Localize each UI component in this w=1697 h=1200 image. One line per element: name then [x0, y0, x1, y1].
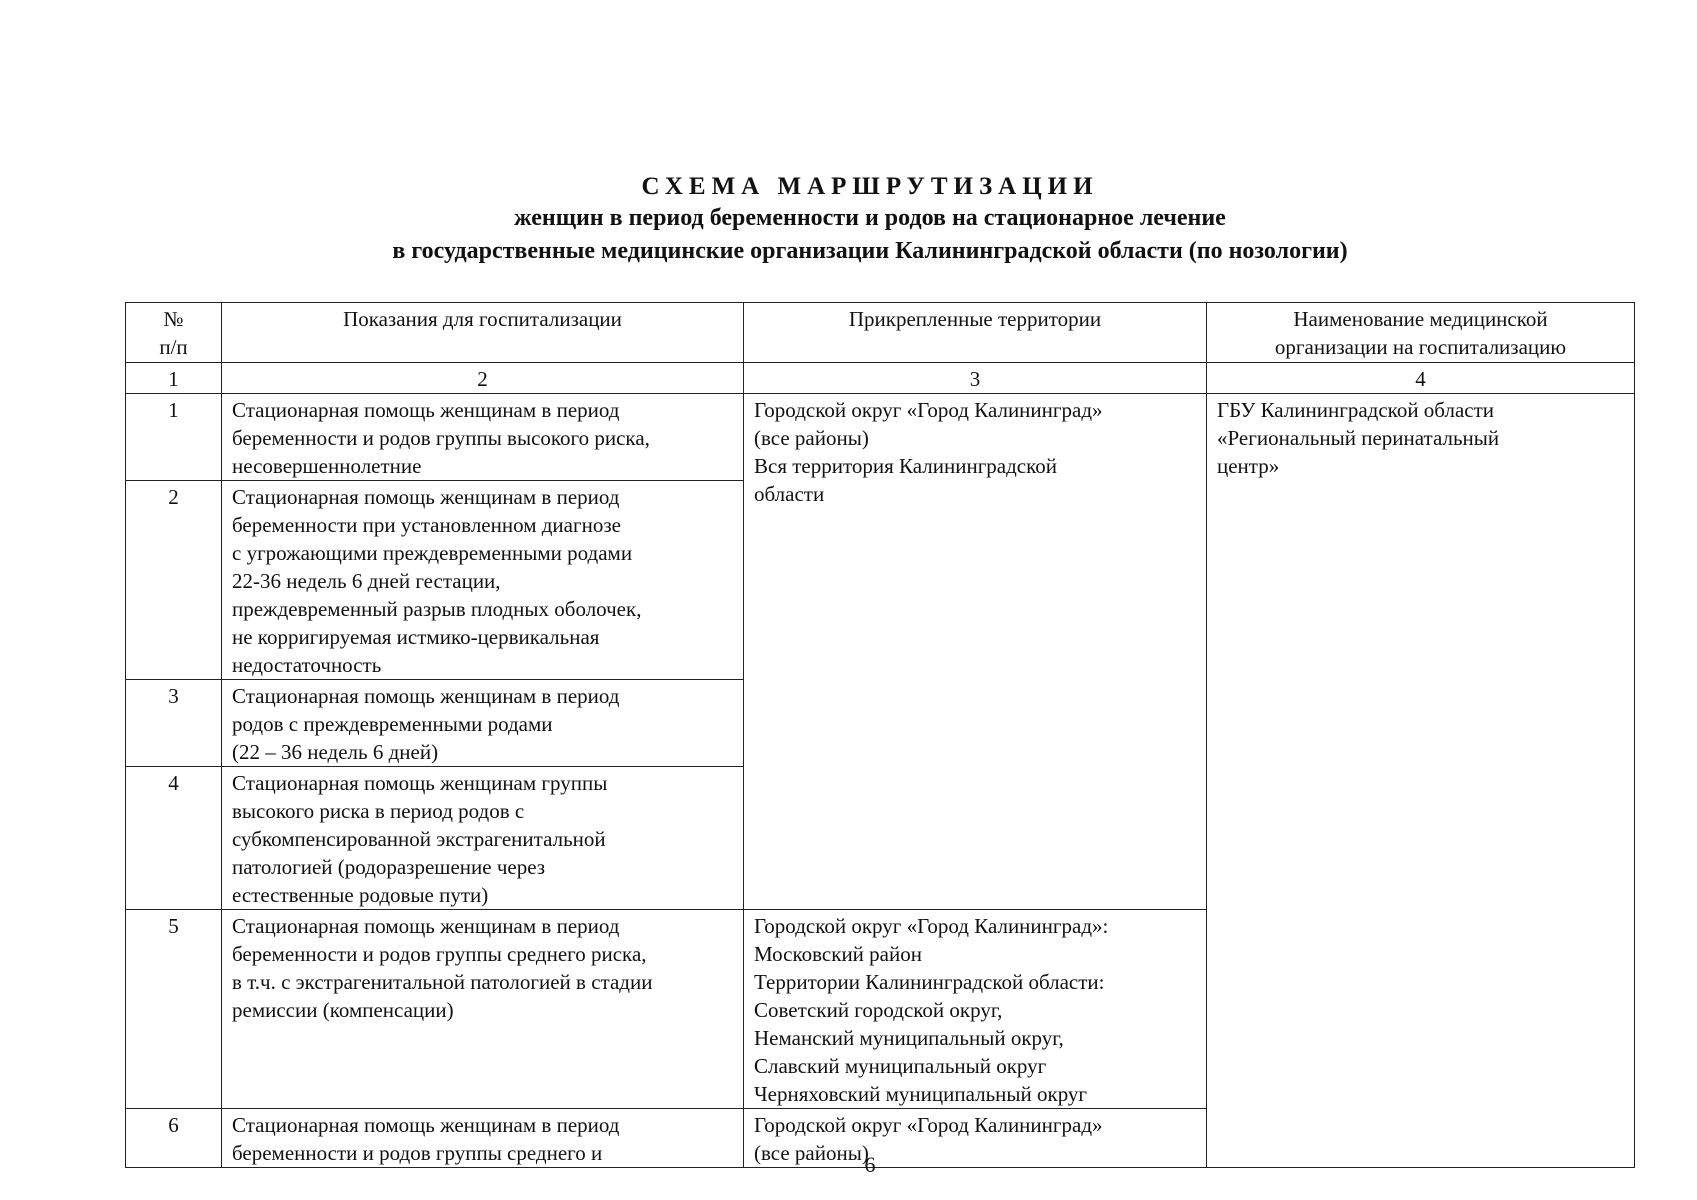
header-organization-line-1: Наименование медицинской — [1293, 307, 1548, 331]
organization-cell — [1207, 394, 1635, 1168]
indication-line: высокого риска в период родов с — [232, 799, 525, 823]
title-line-3: в государственные медицинские организации Калининградской области (по нозологии) — [392, 238, 1348, 264]
indication-cell — [222, 767, 744, 910]
indication-line: Стационарная помощь женщинам в период — [232, 398, 620, 422]
organization-line: «Региональный перинатальный — [1217, 426, 1500, 450]
organization-line: центр» — [1217, 454, 1280, 478]
row-number: 6 — [126, 1109, 222, 1168]
indication-line: беременности при установленном диагнозе — [232, 513, 621, 537]
header-num — [126, 303, 222, 363]
indication-cell — [222, 680, 744, 767]
document-title — [0, 172, 1697, 268]
column-number-1: 1 — [126, 363, 222, 394]
territory-line: Городской округ «Город Калининград»: — [754, 914, 1109, 938]
row-number: 4 — [126, 767, 222, 910]
page-number: 6 — [864, 1152, 876, 1177]
indication-line: (22 – 36 недель 6 дней) — [232, 740, 439, 764]
indication-line: с угрожающими преждевременными родами — [232, 541, 633, 565]
territory-line: Неманский муниципальный округ, — [754, 1026, 1064, 1050]
title-line-1: СХЕМА МАРШРУТИЗАЦИИ — [641, 173, 1099, 200]
row-number: 3 — [126, 680, 222, 767]
territory-line: Славский муниципальный округ — [754, 1054, 1047, 1078]
header-num-line-2: п/п — [159, 335, 188, 359]
indication-line: Стационарная помощь женщинам в период — [232, 684, 620, 708]
indication-line: субкомпенсированной экстрагенитальной — [232, 827, 606, 851]
header-organization — [1207, 303, 1635, 363]
indication-line: недостаточность — [232, 653, 382, 677]
indication-line: преждевременный разрыв плодных оболочек, — [232, 597, 642, 621]
indication-line: патологией (родоразрешение через — [232, 855, 546, 879]
column-number-row — [126, 363, 1635, 394]
territories-cell-row-5 — [744, 910, 1207, 1109]
column-number-2: 2 — [222, 363, 744, 394]
indication-line: Стационарная помощь женщинам в период — [232, 914, 620, 938]
column-number-4: 4 — [1207, 363, 1635, 394]
territory-line: Московский район — [754, 942, 922, 966]
indication-cell — [222, 394, 744, 481]
table-row — [126, 394, 1635, 481]
header-num-line-1: № — [163, 307, 184, 331]
territory-line: Территории Калининградской области: — [754, 970, 1105, 994]
territory-line: (все районы) — [754, 1141, 869, 1165]
territories-cell-rows-1-4 — [744, 394, 1207, 910]
indication-line: родов с преждевременными родами — [232, 712, 553, 736]
indication-line: не корригируемая истмико-цервикальная — [232, 625, 600, 649]
indication-line: беременности и родов группы среднего риска, — [232, 942, 647, 966]
indication-line: Стационарная помощь женщинам группы — [232, 771, 608, 795]
row-number: 2 — [126, 481, 222, 680]
routing-table — [125, 302, 1635, 1168]
indication-line: Стационарная помощь женщинам в период — [232, 485, 620, 509]
row-number: 1 — [126, 394, 222, 481]
column-number-3: 3 — [744, 363, 1207, 394]
header-row — [126, 303, 1635, 363]
header-indications: Показания для госпитализации — [222, 303, 744, 363]
territory-line: Советский городской округ, — [754, 998, 1003, 1022]
territory-line: области — [754, 482, 825, 506]
territory-line: Вся территория Калининградской — [754, 454, 1058, 478]
indication-line: несовершеннолетние — [232, 454, 422, 478]
organization-line: ГБУ Калининградской области — [1217, 398, 1495, 422]
territory-line: (все районы) — [754, 426, 869, 450]
indication-line: в т.ч. с экстрагенитальной патологией в стадии — [232, 970, 653, 994]
header-organization-line-2: организации на госпитализацию — [1274, 335, 1567, 359]
indication-line: ремиссии (компенсации) — [232, 998, 454, 1022]
indication-cell — [222, 481, 744, 680]
indication-line: беременности и родов группы среднего и — [232, 1141, 603, 1165]
indication-cell — [222, 910, 744, 1109]
row-number: 5 — [126, 910, 222, 1109]
indication-line: беременности и родов группы высокого риска, — [232, 426, 650, 450]
indication-line: естественные родовые пути) — [232, 883, 489, 907]
header-territories: Прикрепленные территории — [744, 303, 1207, 363]
territory-line: Городской округ «Город Калининград» — [754, 1113, 1103, 1137]
title-line-2: женщин в период беременности и родов на стационарное лечение — [514, 205, 1226, 231]
territory-line: Черняховский муниципальный округ — [754, 1082, 1088, 1106]
territory-line: Городской округ «Город Калининград» — [754, 398, 1103, 422]
indication-line: 22-36 недель 6 дней гестации, — [232, 569, 501, 593]
indication-line: Стационарная помощь женщинам в период — [232, 1113, 620, 1137]
